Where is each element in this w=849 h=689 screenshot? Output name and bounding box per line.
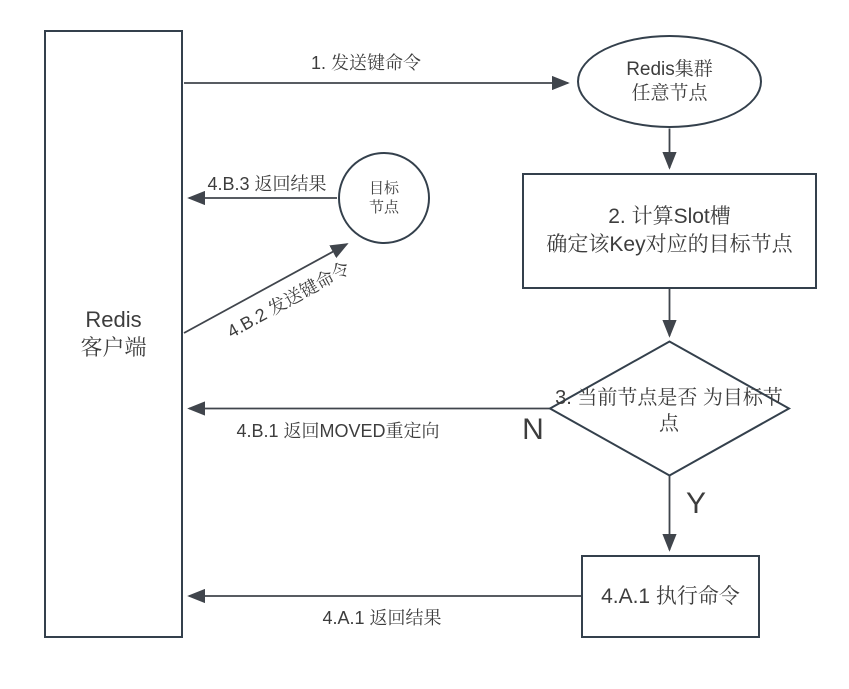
compute-slot-line2: 确定该Key对应的目标节点	[546, 233, 793, 256]
cluster-any-line2: 任意节点	[631, 82, 708, 104]
branch-label-no: N	[522, 413, 544, 446]
decision-line2: 为目标节点	[659, 387, 783, 435]
redis-client-line2: 客户端	[80, 335, 147, 360]
execute-command-label: 4.A.1 执行命令	[601, 584, 740, 608]
edge-label-send-command: 1. 发送键命令	[310, 53, 422, 73]
target-line2: 节点	[368, 199, 399, 216]
edge-label-return-result-b3: 4.B.3 返回结果	[207, 174, 327, 194]
node-compute-slot	[522, 173, 817, 289]
node-redis-client	[44, 30, 183, 638]
node-cluster-any	[577, 35, 762, 128]
node-target	[338, 152, 430, 244]
edge-label-send-command-b2: 4.B.2 发送键命令	[223, 257, 354, 342]
branch-label-yes: Y	[685, 487, 707, 520]
node-decision-label	[554, 385, 784, 437]
node-execute-command	[581, 555, 760, 638]
cluster-any-line1: Redis集群	[626, 58, 713, 80]
edge-label-moved-redirect: 4.B.1 返回MOVED重定向	[236, 421, 440, 441]
target-line1: 目标	[368, 180, 399, 197]
redis-client-line1: Redis	[85, 307, 142, 332]
compute-slot-line1: 2. 计算Slot槽	[608, 205, 731, 228]
decision-line1: 3. 当前节点是否	[555, 387, 698, 409]
edge-label-return-result-a1: 4.A.1 返回结果	[322, 608, 442, 628]
